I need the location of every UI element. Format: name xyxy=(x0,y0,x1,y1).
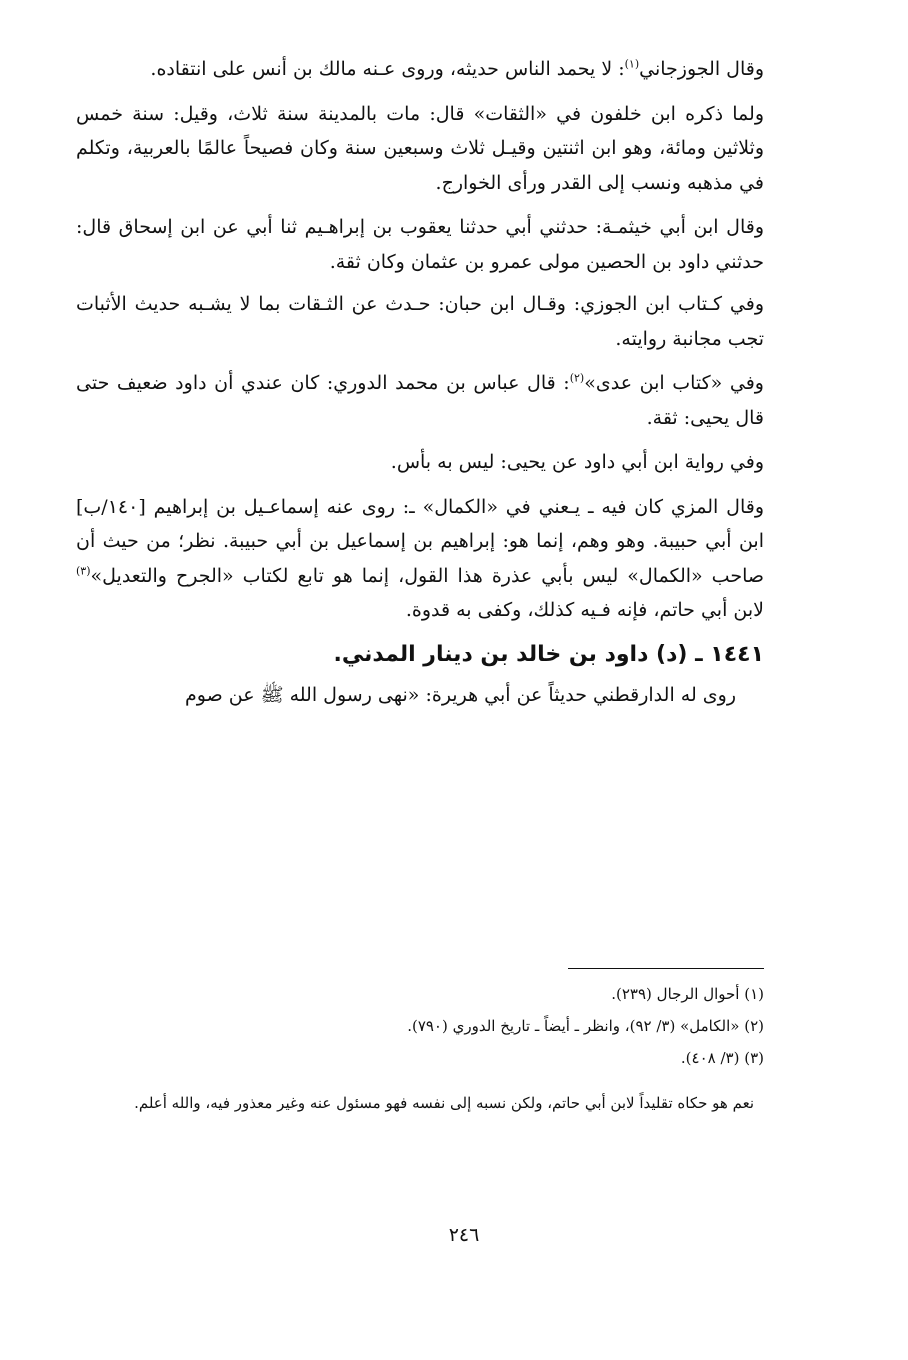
paragraph-ibn-al-jawzi: وفي كـتاب ابن الجوزي: وقـال ابن حبان: حـدث عن الثـقات بما لا يشـبه حديث الأثبات تجب مجانبة روايته. xyxy=(76,293,764,350)
paragraph-text: وقال المزي كان فيه ـ يـعني في «الكمال» ـ: روى عنه إسماعـيل بن إبراهيم [١٤٠/ب] ابن أبي حبيبة. وهو وهم، إنما هو: إبراهيم بن إسماعيل بن أبي حبيبة. نظر؛ من حيث أن صاحب «الكمال» ليس بأبي عذرة هذا القول، إنما هو تابع لكتاب «الجرح والتعديل» xyxy=(76,495,764,587)
paragraph-text: : لا يحمد الناس حديثه، وروى عـنه مالك بن أنس على انتقاده. xyxy=(150,58,625,80)
footnote-ref: (١) xyxy=(624,57,640,71)
paragraph-ibn-khalfun: ولما ذكره ابن خلفون في «الثقات» قال: مات بالمدينة سنة ثلاث، وقيل: سنة خمس وثلاثين ومائة، وهو ابن اثنتين وقيـل ثلاث وسبعين سنة وكان فصيحاً عالمًا بالعربية، وتكلم في مذهبه ونسب إلى القدر ورأى الخوارج. xyxy=(76,102,764,194)
entry-heading: ١٤٤١ ـ (د) داود بن خالد بن دينار المدني. xyxy=(333,641,764,667)
paragraph-al-mizzi xyxy=(76,490,764,628)
footnote-separator xyxy=(568,968,764,969)
footnote-ref: (٢) xyxy=(569,371,585,385)
footnote-ref: (٣) xyxy=(76,564,91,578)
main-text xyxy=(76,52,764,723)
footnotes xyxy=(76,978,764,1121)
entry-text: روى له الدارقطني حديثاً عن أبي هريرة: «نهى رسول الله ﷺ عن صوم xyxy=(185,684,736,706)
paragraph-ibn-abi-dawud: وفي رواية ابن أبي داود عن يحيى: ليس به بأس. xyxy=(390,451,764,473)
paragraph-ibn-abi-khaythama: وقال ابن أبي خيثمـة: حدثني أبي حدثنا يعقوب بن إبراهـيم ثنا أبي عن ابن إسحاق قال: حدثني داود بن الحصين مولى عمرو بن عثمان وكان ثقة. xyxy=(76,216,764,273)
footnote-commentary: نعم هو حكاه تقليداً لابن أبي حاتم، ولكن نسبه إلى نفسه فهو مسئول عنه وغير معذور فيه، والله أعلم. xyxy=(134,1094,754,1112)
footnote-3: (٣) (٣/ ٤٠٨). xyxy=(680,1049,764,1067)
paragraph-ibn-adi xyxy=(76,366,764,435)
paragraph-text: لابن أبي حاتم، فإنه فـيه كذلك، وكفى به قدوة. xyxy=(405,599,764,621)
footnote-1: (١) أحوال الرجال (٢٣٩). xyxy=(611,985,764,1003)
page-number: ٢٤٦ xyxy=(448,1224,480,1246)
footnote-2: (٢) «الكامل» (٣/ ٩٢)، وانظر ـ أيضاً ـ تاريخ الدوري (٧٩٠). xyxy=(407,1017,764,1035)
paragraph-text: وقال الجوزجاني xyxy=(639,58,764,80)
paragraph-text: : قال عباس بن محمد الدوري: كان عندي أن داود ضعيف حتى قال يحيى: ثقة. xyxy=(76,372,764,429)
paragraph-jawzajani xyxy=(76,52,764,87)
paragraph-text: وفي «كتاب ابن عدى» xyxy=(584,372,764,394)
